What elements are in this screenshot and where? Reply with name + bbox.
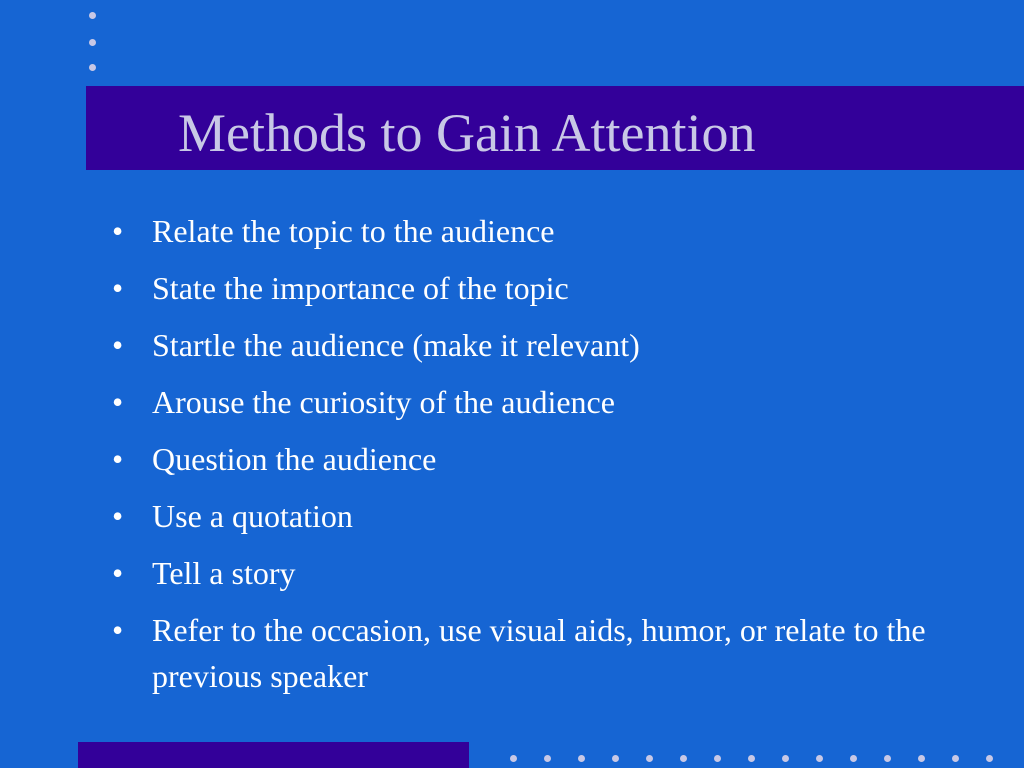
decor-dot bbox=[850, 755, 857, 762]
bullet-item bbox=[112, 494, 952, 540]
decor-dot bbox=[952, 755, 959, 762]
bullet-item bbox=[112, 209, 952, 255]
bullet-text: Refer to the occasion, use visual aids, humor, or relate to the previous speaker bbox=[152, 612, 926, 694]
decor-dot bbox=[89, 39, 96, 46]
bullet-list bbox=[112, 209, 952, 711]
decor-dot bbox=[680, 755, 687, 762]
decor-dot bbox=[89, 64, 96, 71]
bullet-text: Use a quotation bbox=[152, 498, 353, 534]
decor-dot bbox=[782, 755, 789, 762]
bullet-item bbox=[112, 437, 952, 483]
bullet-marker: • bbox=[112, 498, 124, 534]
slide-title: Methods to Gain Attention bbox=[178, 103, 756, 163]
decor-dot bbox=[646, 755, 653, 762]
bullet-text: Relate the topic to the audience bbox=[152, 213, 555, 249]
decor-dot bbox=[918, 755, 925, 762]
decor-dot bbox=[89, 12, 96, 19]
decor-dot bbox=[884, 755, 891, 762]
bullet-marker: • bbox=[112, 441, 124, 477]
bullet-item bbox=[112, 323, 952, 369]
bullet-marker: • bbox=[112, 270, 124, 306]
decor-dot bbox=[748, 755, 755, 762]
decor-dot bbox=[714, 755, 721, 762]
bullet-item bbox=[112, 608, 952, 699]
bullet-marker: • bbox=[112, 327, 124, 363]
decor-dot bbox=[816, 755, 823, 762]
bullet-text: Arouse the curiosity of the audience bbox=[152, 384, 615, 420]
bullet-marker: • bbox=[112, 612, 124, 648]
decor-dot bbox=[544, 755, 551, 762]
bullet-item bbox=[112, 380, 952, 426]
bullet-marker: • bbox=[112, 384, 124, 420]
bullet-marker: • bbox=[112, 213, 124, 249]
bullet-text: Tell a story bbox=[152, 555, 296, 591]
decor-dot bbox=[578, 755, 585, 762]
bullet-item bbox=[112, 266, 952, 312]
bullet-text: Question the audience bbox=[152, 441, 437, 477]
bullet-item bbox=[112, 551, 952, 597]
decor-dot bbox=[510, 755, 517, 762]
bullet-text: Startle the audience (make it relevant) bbox=[152, 327, 640, 363]
decor-dot bbox=[986, 755, 993, 762]
decor-dot bbox=[612, 755, 619, 762]
bottom-bar bbox=[78, 742, 469, 768]
bullet-marker: • bbox=[112, 555, 124, 591]
bullet-text: State the importance of the topic bbox=[152, 270, 569, 306]
